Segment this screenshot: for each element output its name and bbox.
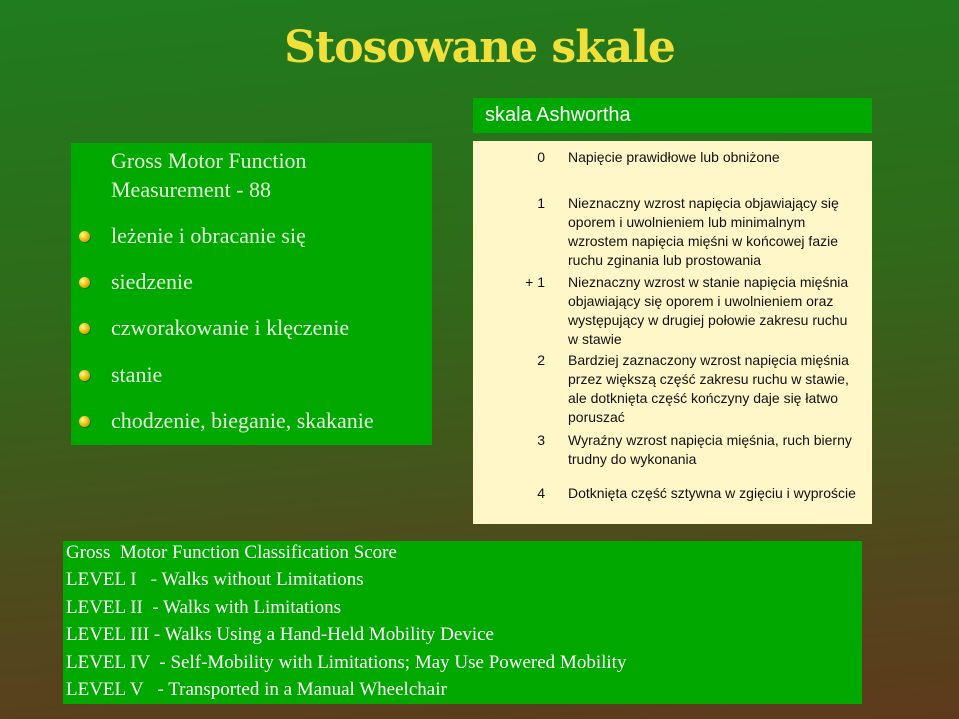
description-cell: Napięcie prawidłowe lub obniżone bbox=[568, 149, 780, 165]
bullet-icon bbox=[79, 416, 90, 427]
bullet-icon bbox=[79, 277, 90, 288]
list-item-label: stanie bbox=[111, 362, 163, 387]
description-cell: Dotknięta część sztywna w zgięciu i wyproście bbox=[568, 485, 856, 501]
grade-cell: 4 bbox=[537, 485, 545, 501]
description-cell: Wyraźny wzrost napięcia mięśnia, ruch bierny trudny do wykonania bbox=[568, 432, 852, 467]
list-item bbox=[111, 269, 193, 295]
list-item-label: leżenie i obracanie się bbox=[111, 223, 306, 248]
gmfm-box bbox=[71, 143, 432, 445]
list-item bbox=[111, 362, 162, 388]
gmfm-heading: Gross Motor Function Measurement - 88 bbox=[111, 148, 307, 202]
gmfcs-level: LEVEL III - Walks Using a Hand-Held Mobility Device bbox=[66, 624, 494, 645]
grade-cell: 2 bbox=[537, 352, 545, 368]
gmfcs-level: LEVEL I - Walks without Limitations bbox=[66, 569, 364, 590]
list-item bbox=[111, 408, 374, 434]
gmfcs-level: LEVEL V - Transported in a Manual Wheelchair bbox=[66, 679, 447, 700]
bullet-icon bbox=[79, 370, 90, 381]
description-cell: Bardziej zaznaczony wzrost napięcia mięśnia przez większą część zakresu ruchu w stawie, ale dotknięta część kończyny daje się łatwo poruszać bbox=[568, 352, 849, 425]
list-item-label: czworakowanie i klęczenie bbox=[111, 315, 350, 340]
ashworth-table bbox=[473, 141, 872, 524]
list-item bbox=[111, 223, 306, 249]
list-item bbox=[111, 315, 349, 341]
bullet-icon bbox=[79, 323, 90, 334]
gmfcs-title: Gross Motor Function Classification Score bbox=[66, 542, 397, 563]
grade-cell: 0 bbox=[537, 149, 545, 165]
ashworth-header: skala Ashwortha bbox=[473, 98, 872, 133]
slide-title: Stosowane skale bbox=[284, 22, 675, 73]
description-cell: Nieznaczny wzrost napięcia objawiający się oporem i uwolnieniem lub minimalnym wzrostem napięcia mięśni w końcowej fazie ruchu zginania lub prostowania bbox=[568, 195, 839, 268]
gmfcs-level: LEVEL II - Walks with Limitations bbox=[66, 597, 341, 618]
list-item-label: chodzenie, bieganie, skakanie bbox=[111, 408, 374, 433]
list-item-label: siedzenie bbox=[111, 269, 193, 294]
description-cell: Nieznaczny wzrost w stanie napięcia mięśnia objawiający się oporem i uwolnieniem oraz występujący w drugiej połowie zakresu ruchu w stawie bbox=[568, 274, 849, 347]
bullet-icon bbox=[79, 231, 90, 242]
gmfcs-level: LEVEL IV - Self-Mobility with Limitations; May Use Powered Mobility bbox=[66, 652, 627, 673]
grade-cell: 3 bbox=[537, 432, 545, 448]
grade-cell: + 1 bbox=[525, 274, 545, 290]
grade-cell: 1 bbox=[537, 195, 545, 211]
gmfcs-box bbox=[63, 541, 862, 704]
